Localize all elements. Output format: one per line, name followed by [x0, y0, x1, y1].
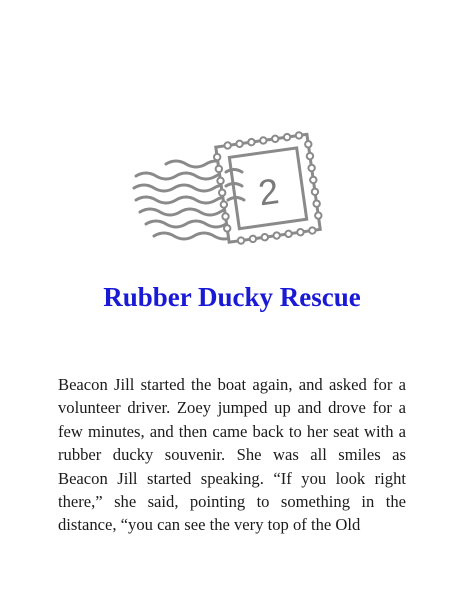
stamp-number: 2 [255, 170, 282, 214]
body-paragraph: Beacon Jill started the boat again, and asked for a volunteer driver. Zoey jumped up and drove for a few minutes, and then came back to her seat with a rubber ducky souvenir. She was all smiles as Beacon Jill started speaking. “If you look right there,” she said, pointing to something in the distance, “you can see the very top of the Old [58, 375, 406, 535]
stamp-body [212, 131, 324, 246]
postage-stamp-icon [130, 128, 340, 248]
postmark-illustration [130, 128, 340, 248]
chapter-title: Rubber Ducky Rescue [103, 282, 361, 312]
